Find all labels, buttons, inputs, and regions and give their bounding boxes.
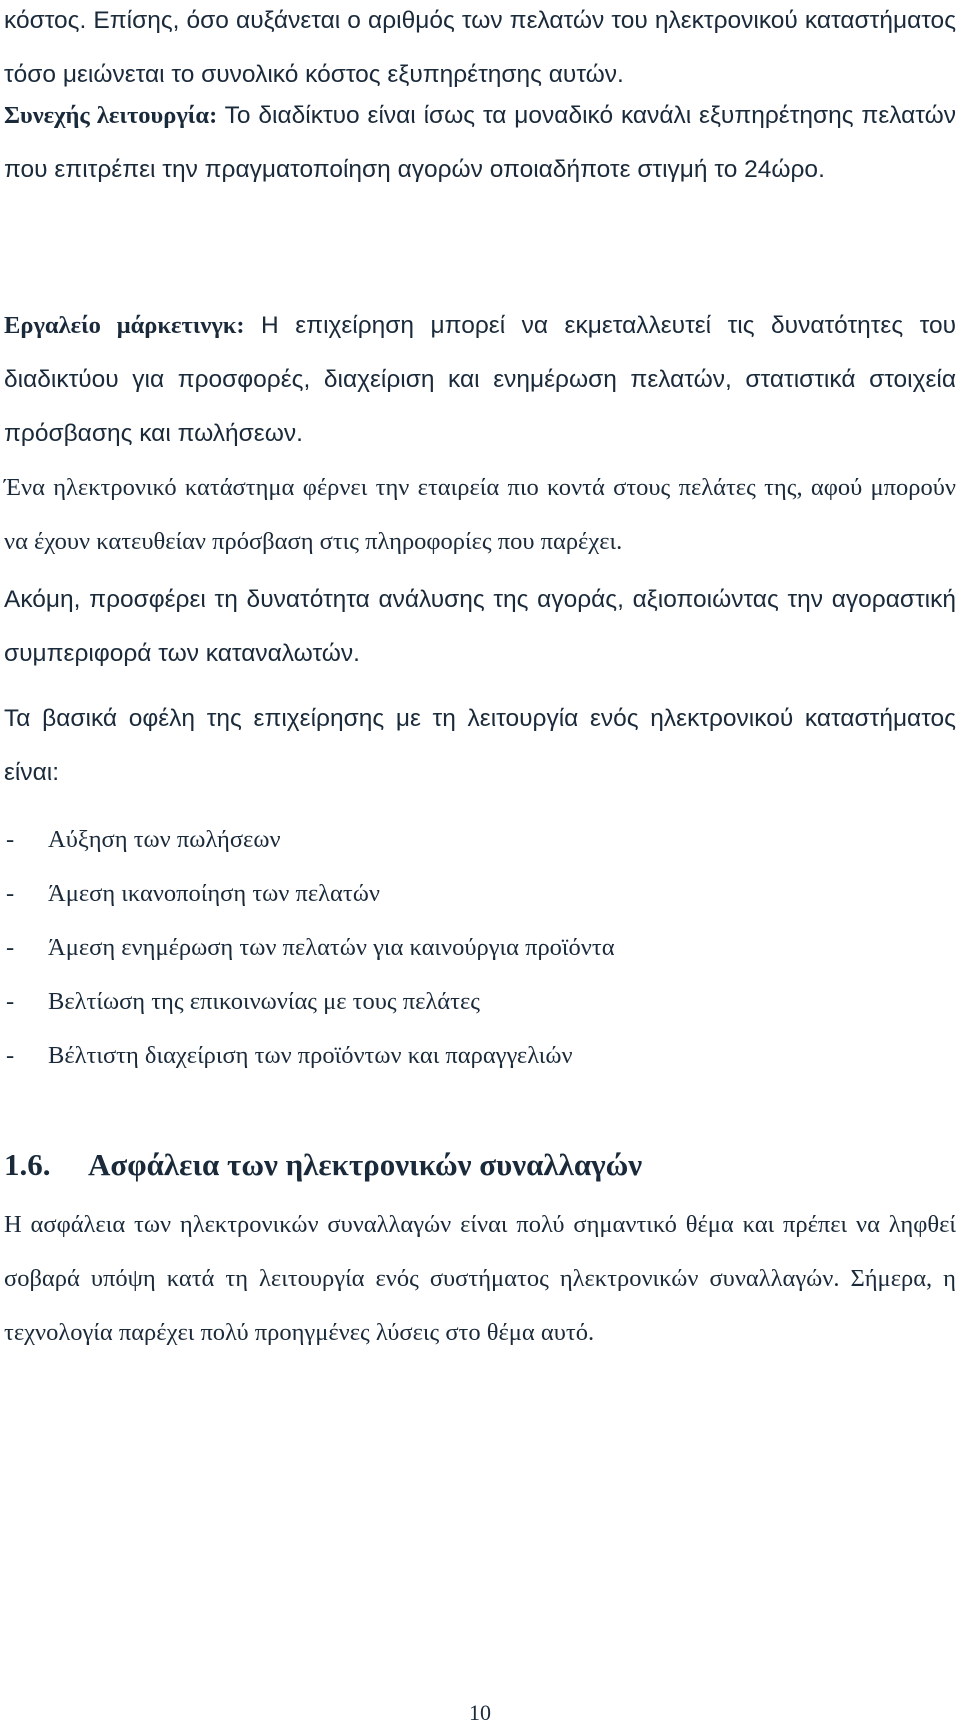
section-heading <box>4 1138 642 1192</box>
marketing-tool-label: Εργαλείο μάρκετινγκ: <box>4 312 245 339</box>
continuous-operation-paragraph <box>4 89 956 197</box>
section-title: Ασφάλεια των ηλεκτρονικών συναλλαγών <box>88 1147 643 1182</box>
list-dash: - <box>6 988 15 1015</box>
list-item <box>4 1029 956 1083</box>
list-dash: - <box>6 934 15 961</box>
benefits-intro-paragraph: Τα βασικά οφέλη της επιχείρησης με τη λειτουργία ενός ηλεκτρονικού καταστήματος είναι: <box>4 705 956 786</box>
list-item-text: Βέλτιστη διαχείριση των προϊόντων και παραγγελιών <box>48 1042 573 1069</box>
continuous-operation-label: Συνεχής λειτουργία: <box>4 102 218 129</box>
list-item <box>4 867 956 921</box>
list-item <box>4 975 956 1029</box>
list-item-text: Αύξηση των πωλήσεων <box>48 826 281 853</box>
store-paragraph: Ένα ηλεκτρονικό κατάστημα φέρνει την εταιρεία πιο κοντά στους πελάτες της, αφού μπορούν να έχουν κατευθείαν πρόσβαση στις πληροφορίες που παρέχει. <box>4 474 956 555</box>
page-number: 10 <box>469 1700 491 1725</box>
security-paragraph: Η ασφάλεια των ηλεκτρονικών συναλλαγών είναι πολύ σημαντικό θέμα και πρέπει να ληφθεί σοβαρά υπόψη κατά τη λειτουργία ενός συστήματος ηλεκτρονικών συναλλαγών. Σήμερα, η τεχνολογία παρέχει πολύ προηγμένες λύσεις στο θέμα αυτό. <box>4 1211 956 1346</box>
list-item-text: Άμεση ικανοποίηση των πελατών <box>48 880 380 907</box>
marketing-tool-text: Η επιχείρηση μπορεί να εκμεταλλευτεί τις δυνατότητες του διαδικτύου για προσφορές, διαχείριση και ενημέρωση πελατών, στατιστικά στοιχεία πρόσβασης και πωλήσεων. <box>4 312 956 447</box>
section-number: 1.6. <box>4 1147 51 1182</box>
list-dash: - <box>6 826 15 853</box>
continuous-operation-text: Το διαδίκτυο είναι ίσως τα μοναδικό κανάλι εξυπηρέτησης πελατών που επιτρέπει την πραγματοποίηση αγορών οποιαδήποτε στιγμή το 24ώρο. <box>4 102 956 183</box>
list-item-text: Βελτίωση της επικοινωνίας με τους πελάτες <box>48 988 480 1015</box>
intro-paragraph: κόστος. Επίσης, όσο αυξάνεται ο αριθμός των πελατών του ηλεκτρονικού καταστήματος τόσο μειώνεται το συνολικό κόστος εξυπηρέτησης αυτών. <box>4 7 956 88</box>
list-item <box>4 813 956 867</box>
list-item-text: Άμεση ενημέρωση των πελατών για καινούργια προϊόντα <box>48 934 615 961</box>
list-dash: - <box>6 880 15 907</box>
list-item <box>4 921 956 975</box>
marketing-tool-paragraph <box>4 299 956 461</box>
analysis-paragraph: Ακόμη, προσφέρει τη δυνατότητα ανάλυσης της αγοράς, αξιοποιώντας την αγοραστική συμπεριφορά των καταναλωτών. <box>4 586 956 667</box>
benefits-list <box>4 813 956 1083</box>
list-dash: - <box>6 1042 15 1069</box>
